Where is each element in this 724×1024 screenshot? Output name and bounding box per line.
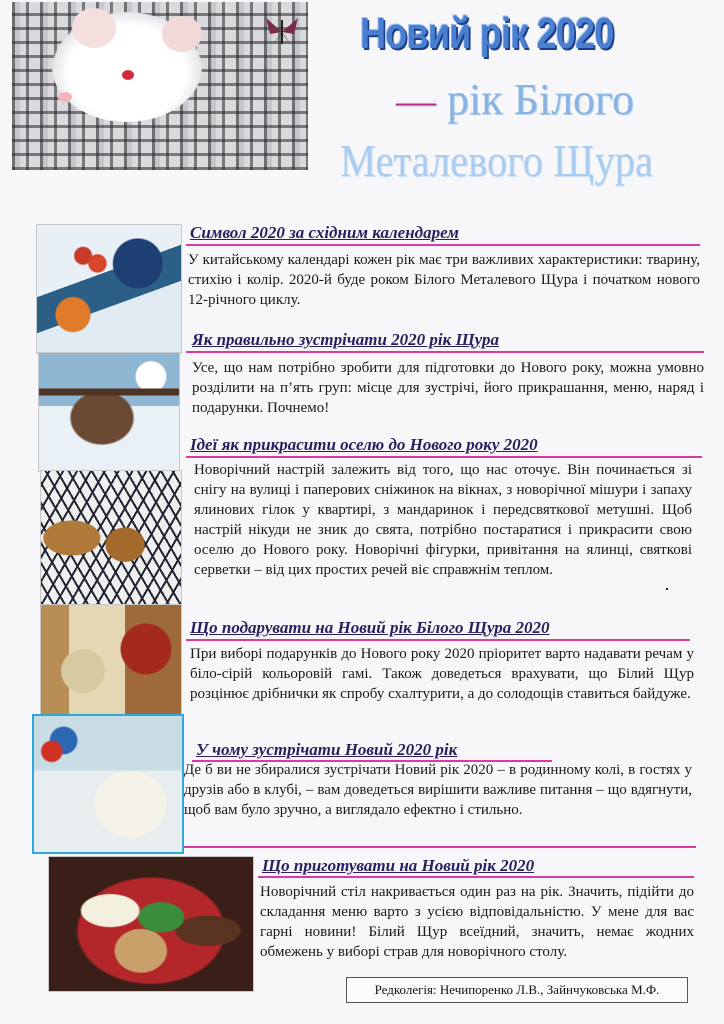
christmas-cookies-picture [48,856,254,992]
title-line2: рік Білого [436,75,634,124]
rat-ear [162,16,202,52]
stray-dot [666,588,668,590]
section-heading-celebrate: Як правильно зустрічати 2020 рік Щура [192,330,499,349]
section-text-outfit: Де б ви не збиралися зустрічати Новий рік 2020 – в родинному колі, в гостях у друзів або в клубі, – вам доведеться вирішити важливе питання – що вдягнути, щоб вам було зручно, а виглядало ефектно і стильно. [184,762,692,818]
section-text-decorate: Новорічний настрій залежить від того, що нас оточує. Він починається зі снігу на вулиці і паперових сніжинок на вікнах, з новорічної мішури і запаху ялинових гілок у квартирі, з мандаринок і передсвяткової метушні. Щоб настрій нікуди не зник до свята, потрібно постаратися і прикрасити свою оселю до Нового року. Новорічні фігурки, привітання на ялинці, святкові серветки – від цих простих речей віє справжнім теплом. [194,462,692,578]
section-rule [186,639,690,641]
butterfly-logo-icon [260,10,304,54]
pine-cones-picture [40,470,182,606]
section-text-menu: Новорічний стіл накривається один раз на рік. Значить, підійти до складання меню варто з усією відповідальністю. У мене для вас гарні новини! Білий Щур всеїдний, значить, немає жодних обмежень у виборі страв для новорічного столу. [260,884,694,960]
section-rule [186,244,700,246]
rat-eye [122,70,134,80]
page-title: Новий рік 2020 [360,9,614,58]
gift-picture [40,604,182,716]
rat-ear [72,8,116,48]
section-rule [186,456,702,458]
section-heading-menu: Що приготувати на Новий рік 2020 [262,856,535,875]
bullfinch-rowan-picture [36,224,182,354]
rat-nose [58,92,72,102]
page-subtitle-line2: Металевого Щура [340,135,653,186]
bird-rabbit-picture [32,714,184,854]
section-rule [258,876,694,878]
section-heading-outfit: У чому зустрічати Новий 2020 рік [196,740,458,759]
section-heading-gifts: Що подарувати на Новий рік Білого Щура 2020 [190,618,550,637]
section-text-celebrate: Усе, що нам потрібно зробити для підготовки до Нового року, можна умовно розділити на п’ять груп: місце для зустрічі, його прикрашання, меню, наряд і подарунки. Почнемо! [192,360,704,416]
editorial-credits: Редколегія: Нечипоренко Л.В., Зайнчуковська М.Ф. [346,977,688,1003]
section-heading-symbol: Символ 2020 за східним календарем [190,223,459,242]
section-rule [184,846,696,848]
section-text-symbol: У китайському календарі кожен рік має три важливих характеристики: тварину, стихію і колір. 2020-й буде роком Білого Металевого Щура і початком нового 12-річного циклу. [188,252,700,308]
title-dash: — [396,78,436,123]
white-rat-photo [12,2,308,170]
section-rule [186,351,704,353]
page-subtitle-line1 [396,70,634,131]
section-heading-decorate: Ідеї як прикрасити оселю до Нового року 2020 [190,435,538,454]
section-text-gifts: При виборі подарунків до Нового року 2020 пріоритет варто надавати речам у біло-сірій кольоровій гамі. Також доведеться врахувати, що Білий Щур розцінює дрібнички як спробу схалтурити, а до солодощів ставиться байдуже. [190,646,694,702]
winter-house-picture [38,352,180,472]
